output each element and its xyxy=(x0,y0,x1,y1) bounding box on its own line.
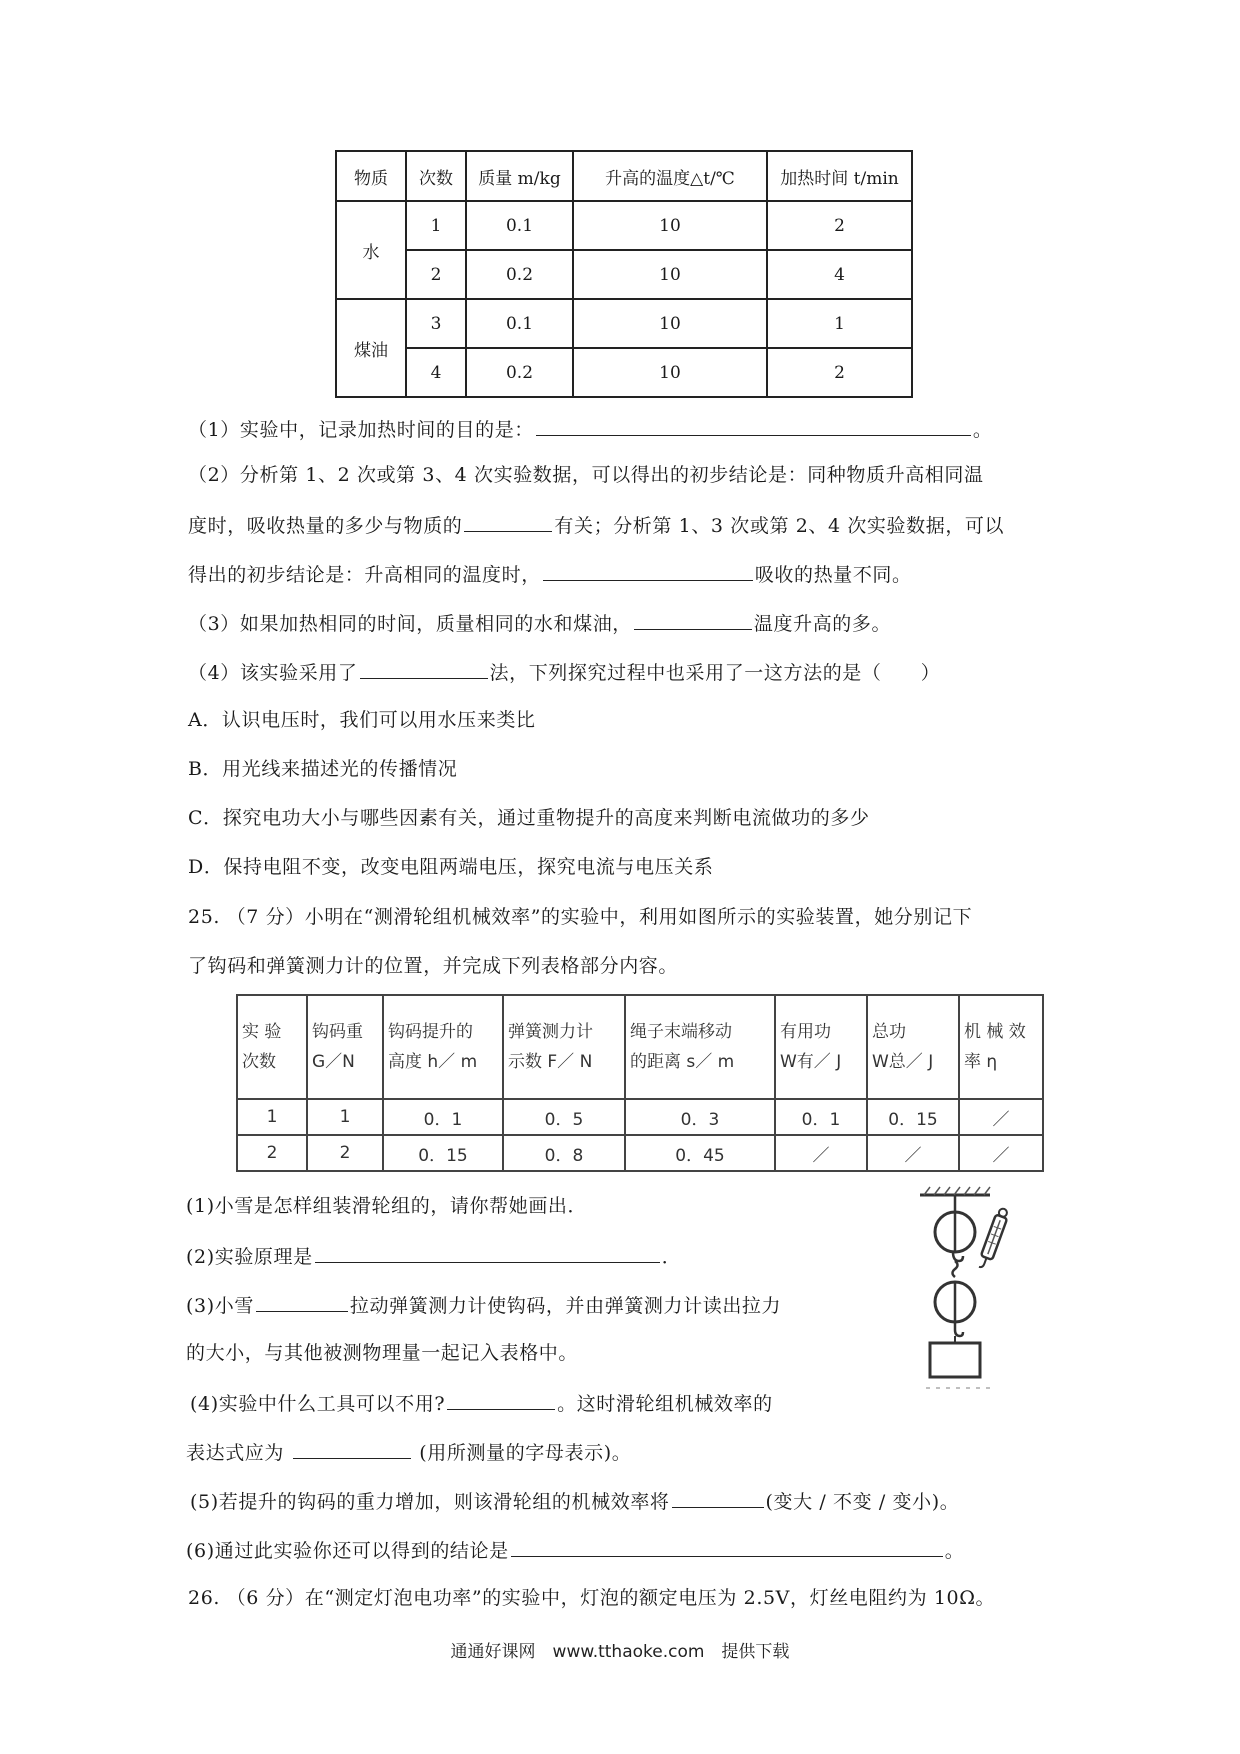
header-cell: 总功 W总／ J xyxy=(867,995,959,1099)
substance-cell: 煤油 xyxy=(336,299,406,397)
q25-part4-line1: (4)实验中什么工具可以不用? 。这时滑轮组机械效率的 xyxy=(190,1389,773,1417)
table-cell: 0．1 xyxy=(775,1099,867,1135)
option-a: A．认识电压时，我们可以用水压来类比 xyxy=(188,709,536,731)
q25-intro-line2: 了钩码和弹簧测力计的位置，并完成下列表格部分内容。 xyxy=(188,955,679,977)
table-cell: 0.2 xyxy=(466,250,573,299)
table-cell: 1 xyxy=(406,201,466,250)
table-cell: ／ xyxy=(959,1099,1043,1135)
answer-blank[interactable] xyxy=(293,1438,411,1459)
table-cell: 10 xyxy=(573,348,767,397)
answer-blank[interactable] xyxy=(360,658,488,679)
table-row xyxy=(336,201,912,250)
weight-block xyxy=(930,1343,980,1377)
table-cell: 2 xyxy=(767,201,912,250)
heat-experiment-table xyxy=(335,150,913,398)
table-cell: 0．15 xyxy=(383,1135,503,1171)
header-cell: 绳子末端移动 的距离 s／ m xyxy=(625,995,775,1099)
table-cell: ／ xyxy=(775,1135,867,1171)
table-cell: 4 xyxy=(406,348,466,397)
header-cell: 钩码重 G／N xyxy=(307,995,383,1099)
pulley-efficiency-table xyxy=(236,994,1044,1172)
table-cell: 10 xyxy=(573,250,767,299)
header-cell: 钩码提升的 高度 h／ m xyxy=(383,995,503,1099)
table-cell: 0．1 xyxy=(383,1099,503,1135)
table-cell: 1 xyxy=(307,1099,383,1135)
table-cell: 0．5 xyxy=(503,1099,625,1135)
q24-part4: （4）该实验采用了 法，下列探究过程中也采用了一这方法的是（ ） xyxy=(188,658,940,686)
table-row xyxy=(336,250,912,299)
table-row xyxy=(336,348,912,397)
table-cell: ／ xyxy=(867,1135,959,1171)
table-cell: 1 xyxy=(767,299,912,348)
pulley-diagram xyxy=(918,1185,1028,1435)
answer-blank[interactable] xyxy=(447,1389,555,1410)
option-b: B．用光线来描述光的传播情况 xyxy=(188,758,458,780)
q24-part2-line1: （2）分析第 1、2 次或第 3、4 次实验数据，可以得出的初步结论是：同种物质升高相同温 xyxy=(188,464,984,486)
hook-icon xyxy=(955,1322,963,1336)
q26-stem: 26. （6 分）在“测定灯泡电功率”的实验中，灯泡的额定电压为 2.5V，灯丝电阻约为 10Ω。 xyxy=(188,1587,996,1609)
q24-part2-line2: 度时，吸收热量的多少与物质的 有关；分析第 1、3 次或第 2、4 次实验数据，可以 xyxy=(188,511,1004,539)
substance-cell: 水 xyxy=(336,201,406,299)
table-cell: 10 xyxy=(573,299,767,348)
option-c: C．探究电功大小与哪些因素有关，通过重物提升的高度来判断电流做功的多少 xyxy=(188,807,870,829)
table-row xyxy=(336,299,912,348)
header-cell: 实 验 次数 xyxy=(237,995,307,1099)
table-cell: 2 xyxy=(767,348,912,397)
table-cell: ／ xyxy=(959,1135,1043,1171)
q25-part2: (2)实验原理是 ． xyxy=(186,1242,681,1270)
header-cell: 升高的温度△t/℃ xyxy=(573,151,767,201)
header-cell: 加热时间 t/min xyxy=(767,151,912,201)
table-row xyxy=(237,1099,1043,1135)
table-cell: 2 xyxy=(307,1135,383,1171)
header-cell: 物质 xyxy=(336,151,406,201)
header-cell: 质量 m/kg xyxy=(466,151,573,201)
answer-blank[interactable] xyxy=(634,609,752,630)
answer-blank[interactable] xyxy=(543,560,753,581)
table-cell: 4 xyxy=(767,250,912,299)
table-cell: 0．45 xyxy=(625,1135,775,1171)
q25-part5: (5)若提升的钩码的重力增加，则该滑轮组的机械效率将 (变大 / 不变 / 变小)。 xyxy=(190,1487,959,1515)
answer-blank[interactable] xyxy=(464,511,552,532)
answer-blank[interactable] xyxy=(672,1487,764,1508)
table-cell: 0．8 xyxy=(503,1135,625,1171)
page-footer: 通通好课网 www.tthaoke.com 提供下载 xyxy=(450,1642,790,1662)
q24-part3: （3）如果加热相同的时间，质量相同的水和煤油， 温度升高的多。 xyxy=(188,609,891,637)
table-cell: 0.1 xyxy=(466,201,573,250)
q25-part3-line2: 的大小，与其他被测物理量一起记入表格中。 xyxy=(186,1342,579,1364)
q25-intro-line1: 25. （7 分）小明在“测滑轮组机械效率”的实验中，利用如图所示的实验装置，她分别记下 xyxy=(188,906,973,928)
q25-part1: (1)小雪是怎样组装滑轮组的，请你帮她画出． xyxy=(186,1195,588,1217)
table-cell: 3 xyxy=(406,299,466,348)
q24-part2-line3: 得出的初步结论是：升高相同的温度时， 吸收的热量不同。 xyxy=(188,560,912,588)
table-header-row xyxy=(237,995,1043,1099)
q25-part4-line2: 表达式应为 (用所测量的字母表示)。 xyxy=(186,1438,631,1466)
table-cell: 2 xyxy=(406,250,466,299)
table-header-row xyxy=(336,151,912,201)
q24-part1: （1）实验中，记录加热时间的目的是： 。 xyxy=(188,415,993,443)
table-cell: 0．3 xyxy=(625,1099,775,1135)
header-cell: 次数 xyxy=(406,151,466,201)
answer-blank[interactable] xyxy=(536,415,971,436)
spring-scale xyxy=(977,1207,1010,1270)
table-cell: 1 xyxy=(237,1099,307,1135)
q25-part3-line1: (3)小雪 拉动弹簧测力计使钩码，并由弹簧测力计读出拉力 xyxy=(186,1291,781,1319)
answer-blank[interactable] xyxy=(511,1536,943,1557)
answer-blank[interactable] xyxy=(315,1242,660,1263)
table-cell: 0．15 xyxy=(867,1099,959,1135)
header-cell: 有用功 W有／ J xyxy=(775,995,867,1099)
header-cell: 弹簧测力计 示数 F／ N xyxy=(503,995,625,1099)
table-cell: 10 xyxy=(573,201,767,250)
table-cell: 0.2 xyxy=(466,348,573,397)
q25-part6: (6)通过此实验你还可以得到的结论是 。 xyxy=(186,1536,964,1564)
table-cell: 0.1 xyxy=(466,299,573,348)
header-cell: 机 械 效 率 η xyxy=(959,995,1043,1099)
table-cell: 2 xyxy=(237,1135,307,1171)
answer-blank[interactable] xyxy=(256,1291,348,1312)
table-row xyxy=(237,1135,1043,1171)
option-d: D．保持电阻不变，改变电阻两端电压，探究电流与电压关系 xyxy=(188,856,714,878)
